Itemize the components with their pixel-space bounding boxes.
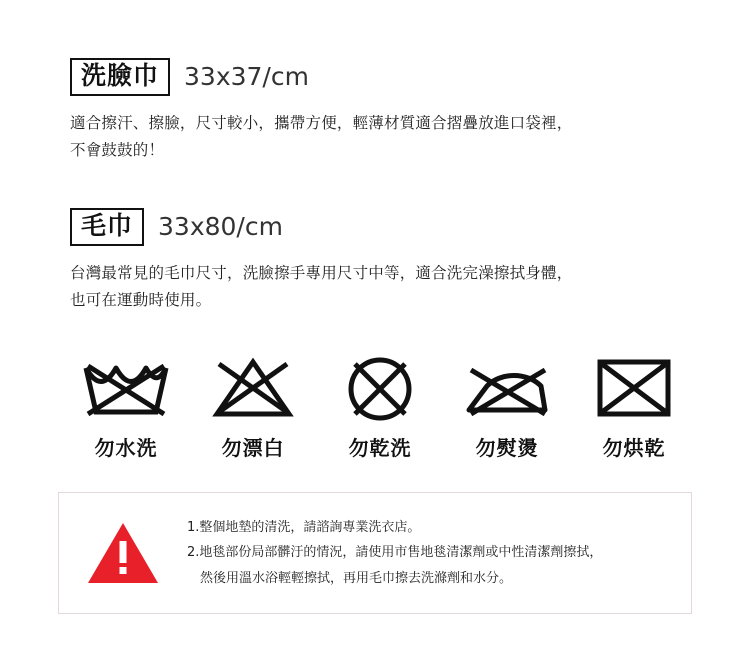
warning-icon-wrap	[59, 521, 187, 585]
care-symbol-no-iron	[451, 352, 563, 461]
care-note-line: 然後用溫水浴輕輕擦拭，再用毛巾擦去洗滌劑和水分。	[200, 570, 513, 586]
description-line: 台灣最常見的毛巾尺寸，洗臉擦手專用尺寸中等，適合洗完澡擦拭身體，	[70, 264, 573, 283]
section-face-towel-description	[70, 110, 670, 164]
no-iron-icon	[461, 352, 553, 426]
section-bath-towel-heading	[70, 208, 690, 246]
no-dryclean-icon	[334, 352, 426, 426]
section-bath-towel-description	[70, 260, 670, 314]
care-note-line: 1.整個地墊的清洗，請諮詢專業洗衣店。	[187, 519, 421, 535]
no-bleach-icon	[207, 352, 299, 426]
care-symbol-no-dryclean	[324, 352, 436, 461]
section-face-towel-size: 33x37/cm	[184, 62, 309, 91]
section-face-towel	[70, 58, 690, 165]
care-note-box	[58, 492, 692, 614]
warning-triangle-icon	[86, 521, 160, 585]
description-line: 也可在運動時使用。	[70, 291, 212, 310]
care-symbol-no-tumble-dry	[578, 352, 690, 461]
care-symbol-label: 勿漂白	[221, 436, 285, 460]
section-face-towel-heading	[70, 58, 690, 96]
section-face-towel-tag: 洗臉巾	[70, 58, 170, 96]
care-symbol-label: 勿水洗	[94, 436, 158, 460]
care-symbol-no-wash	[70, 352, 182, 461]
description-line: 不會鼓鼓的！	[70, 141, 165, 160]
care-note-line: 2.地毯部份局部髒汙的情況，請使用市售地毯清潔劑或中性清潔劑擦拭，	[187, 545, 603, 561]
no-tumble-dry-icon	[588, 352, 680, 426]
section-bath-towel	[70, 208, 690, 315]
care-symbol-label: 勿烘乾	[602, 436, 666, 460]
care-symbol-label: 勿乾洗	[348, 436, 412, 460]
care-note-list	[187, 515, 691, 591]
section-bath-towel-size: 33x80/cm	[158, 212, 283, 241]
care-symbol-no-bleach	[197, 352, 309, 461]
care-symbols-row	[70, 352, 690, 461]
care-symbol-label: 勿熨燙	[475, 436, 539, 460]
no-wash-icon	[80, 352, 172, 426]
description-line: 適合擦汗、擦臉，尺寸較小，攜帶方便，輕薄材質適合摺疊放進口袋裡，	[70, 114, 573, 133]
section-bath-towel-tag: 毛巾	[70, 208, 144, 246]
